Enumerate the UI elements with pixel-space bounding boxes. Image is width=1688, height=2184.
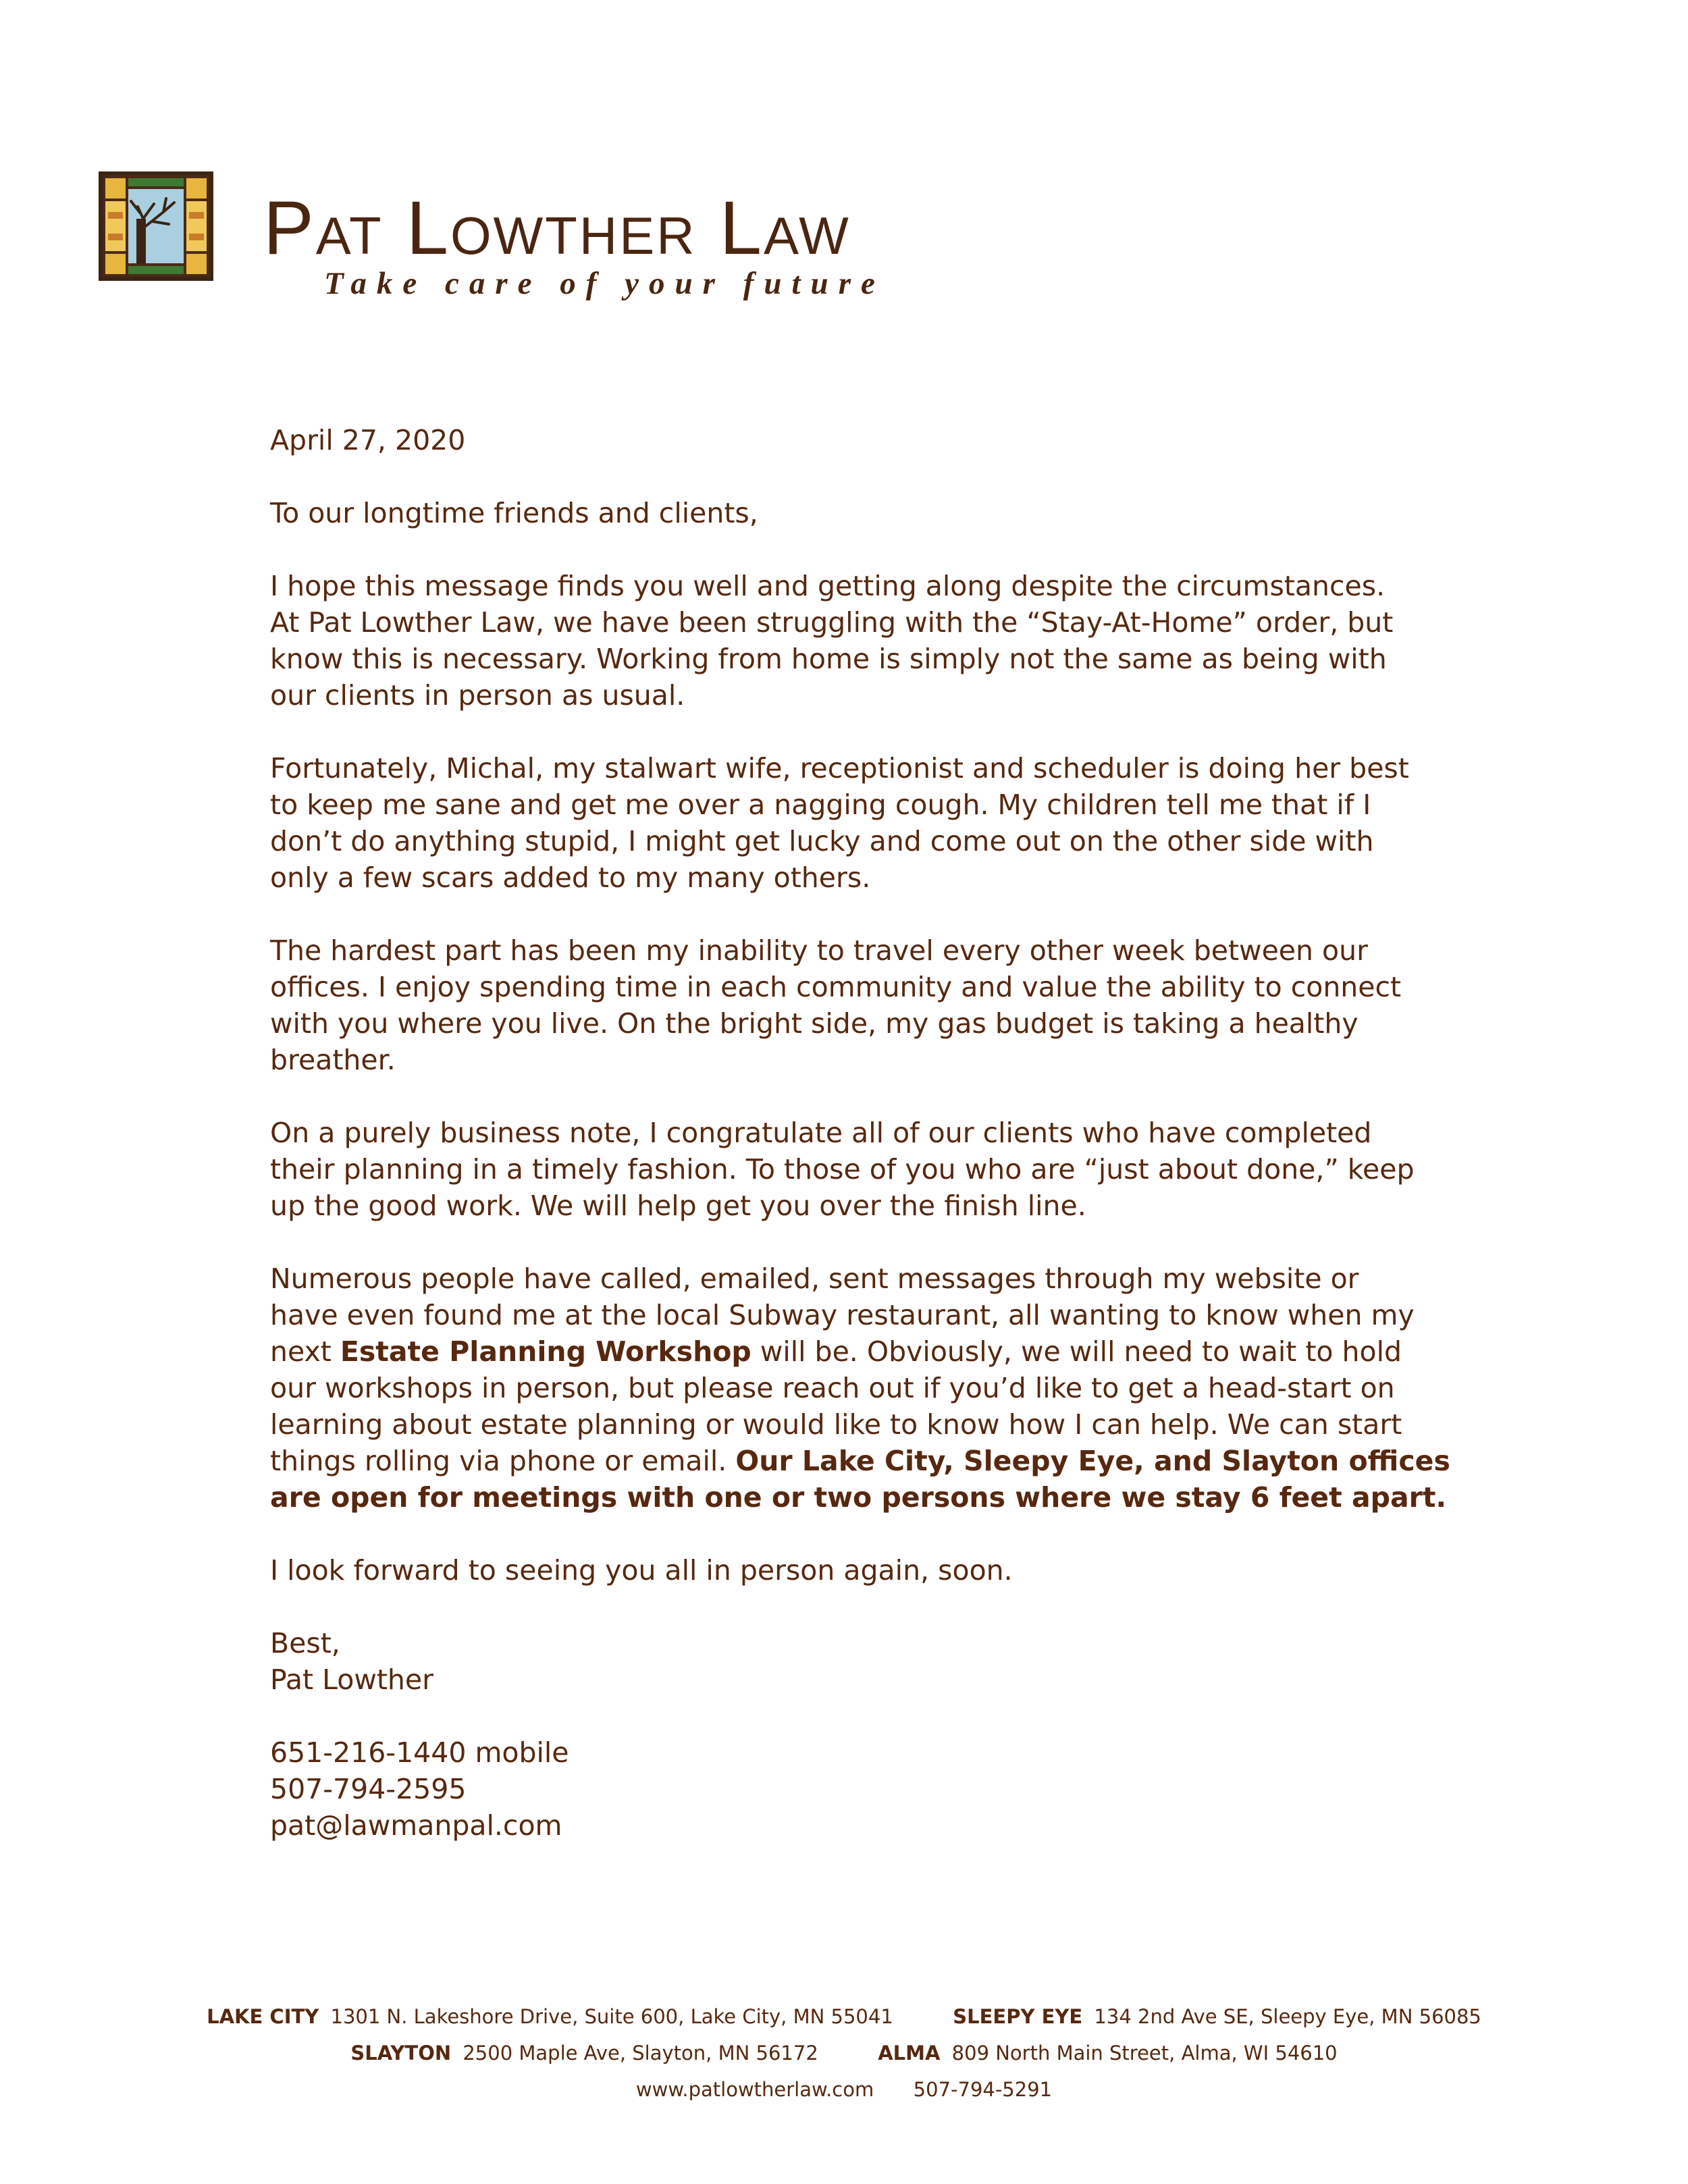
paragraph-line: have even found me at the local Subway restaurant, all wanting to know when my: [270, 1299, 1415, 1331]
text-run: next: [270, 1335, 340, 1368]
paragraph-line: [270, 1333, 1431, 1370]
footer-row: [0, 1998, 1688, 2035]
paragraph-line: Fortunately, Michal, my stalwart wife, receptionist and scheduler is doing her best: [270, 752, 1409, 784]
office-address: 809 North Main Street, Alma, WI 54610: [951, 2042, 1338, 2065]
offices-open-highlight: are open for meetings with one or two persons where we stay 6 feet apart.: [270, 1481, 1447, 1514]
firm-name: Pat Lowther Law: [263, 186, 851, 270]
paragraph-line: [270, 1443, 1450, 1479]
signature: Pat Lowther: [270, 1663, 433, 1696]
office-city: LAKE CITY: [207, 2005, 319, 2028]
paragraph-line: don’t do anything stupid, I might get lucky and come out on the other side with: [270, 825, 1374, 857]
paragraph-4: [270, 1115, 1431, 1224]
contact-phone: 507-794-2595: [270, 1773, 467, 1805]
paragraph-line: [270, 1479, 1447, 1516]
footer-website[interactable]: www.patlowtherlaw.com: [635, 2078, 874, 2101]
office-city: SLAYTON: [350, 2042, 452, 2065]
workshop-highlight: Estate Planning Workshop: [340, 1335, 751, 1368]
text-run: will be. Obviously, we will need to wait to hold: [751, 1335, 1402, 1368]
letter-date: April 27, 2020: [270, 424, 466, 456]
office-address: 134 2nd Ave SE, Sleepy Eye, MN 56085: [1094, 2005, 1481, 2028]
footer-row: [0, 2035, 1688, 2071]
paragraph-2: [270, 750, 1431, 896]
paragraph-line: our clients in person as usual.: [270, 679, 685, 712]
paragraph-line: know this is necessary. Working from home is simply not the same as being with: [270, 643, 1387, 675]
firm-logo: [99, 171, 213, 281]
closing-block: [270, 1625, 1431, 1698]
paragraph-line: to keep me sane and get me over a nagging cough. My children tell me that if I: [270, 789, 1371, 821]
text-run: things rolling via phone or email.: [270, 1445, 736, 1477]
paragraph-line: The hardest part has been my inability to travel every other week between our: [270, 934, 1368, 967]
firm-tagline: Take care of your future: [324, 266, 885, 301]
closing: Best,: [270, 1627, 340, 1659]
paragraph-line: their planning in a timely fashion. To those of you who are “just about done,” keep: [270, 1153, 1415, 1186]
letter-salutation: To our longtime friends and clients,: [270, 497, 758, 529]
contact-mobile: 651-216-1440 mobile: [270, 1736, 569, 1769]
paragraph-line: our workshops in person, but please reach out if you’d like to get a head-start on: [270, 1372, 1395, 1404]
paragraph-line: Numerous people have called, emailed, sent messages through my website or: [270, 1262, 1359, 1295]
paragraph-line: offices. I enjoy spending time in each community and value the ability to connect: [270, 971, 1402, 1003]
letter-footer: [0, 1998, 1688, 2108]
office-city: SLEEPY EYE: [953, 2005, 1083, 2028]
paragraph-line: On a purely business note, I congratulate all of our clients who have completed: [270, 1117, 1372, 1149]
contact-block: [270, 1734, 1431, 1844]
contact-email: pat@lawmanpal.com: [270, 1809, 562, 1842]
paragraph-1: [270, 568, 1431, 714]
offices-open-highlight: Our Lake City, Sleepy Eye, and Slayton offices: [735, 1445, 1450, 1477]
footer-row: [0, 2071, 1688, 2108]
letter-body: [270, 422, 1450, 1880]
paragraph-line: up the good work. We will help get you over the finish line.: [270, 1190, 1086, 1222]
paragraph-3: [270, 932, 1431, 1078]
paragraph-line: At Pat Lowther Law, we have been struggling with the “Stay-At-Home” order, but: [270, 606, 1394, 639]
paragraph-line: with you where you live. On the bright side, my gas budget is taking a healthy: [270, 1007, 1359, 1040]
office-city: ALMA: [878, 2042, 941, 2065]
paragraph-line: learning about estate planning or would like to know how I can help. We can start: [270, 1408, 1402, 1441]
paragraph-line: breather.: [270, 1044, 396, 1076]
paragraph-6: I look forward to seeing you all in person again, soon.: [270, 1554, 1013, 1587]
office-address: 1301 N. Lakeshore Drive, Suite 600, Lake City, MN 55041: [330, 2005, 893, 2028]
footer-phone: 507-794-5291: [913, 2078, 1053, 2101]
office-address: 2500 Maple Ave, Slayton, MN 56172: [463, 2042, 818, 2065]
paragraph-line: only a few scars added to my many others.: [270, 861, 871, 894]
paragraph-line: I hope this message finds you well and getting along despite the circumstances.: [270, 570, 1386, 602]
paragraph-5: [270, 1260, 1450, 1516]
